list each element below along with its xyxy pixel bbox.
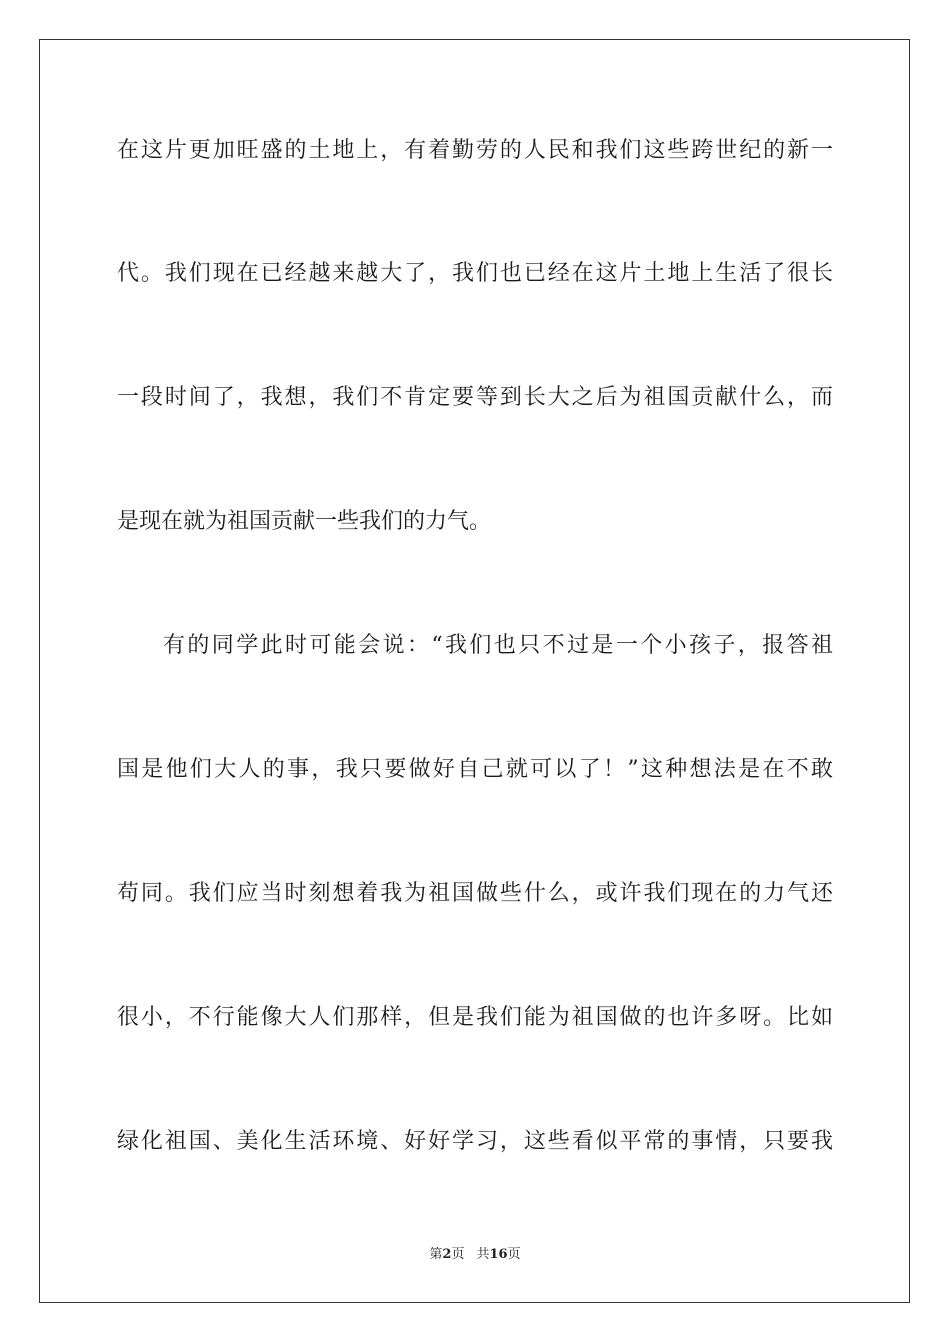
- page-suffix: 页: [451, 1247, 465, 1262]
- page-frame: [39, 39, 910, 1303]
- page-prefix: 第: [429, 1247, 443, 1262]
- total-pages: 16: [489, 1247, 508, 1262]
- total-suffix: 页: [507, 1247, 521, 1262]
- text-line: 是现在就为祖国贡献一些我们的力气。: [117, 509, 492, 534]
- page-number: 2: [442, 1247, 452, 1262]
- text-line: 苟同。我们应当时刻想着我为祖国做些什么，或许我们现在的力气还: [117, 881, 833, 906]
- text-line: 有的同学此时可能会说：“我们也只不过是一个小孩子，报答祖: [163, 633, 833, 658]
- text-line: 国是他们大人的事，我只要做好自己就可以了！”这种想法是在不敢: [117, 757, 833, 782]
- page-footer: [0, 1246, 950, 1264]
- text-line: 绿化祖国、美化生活环境、好好学习，这些看似平常的事情，只要我: [117, 1129, 833, 1154]
- text-line: 代。我们现在已经越来越大了，我们也已经在这片土地上生活了很长: [117, 261, 833, 286]
- text-line: 在这片更加旺盛的土地上，有着勤劳的人民和我们这些跨世纪的新一: [117, 138, 833, 163]
- text-line: 很小，不行能像大人们那样，但是我们能为祖国做的也许多呀。比如: [117, 1005, 833, 1030]
- total-prefix: 共: [476, 1247, 490, 1262]
- text-line: 一段时间了，我想，我们不肯定要等到长大之后为祖国贡献什么，而: [117, 385, 833, 410]
